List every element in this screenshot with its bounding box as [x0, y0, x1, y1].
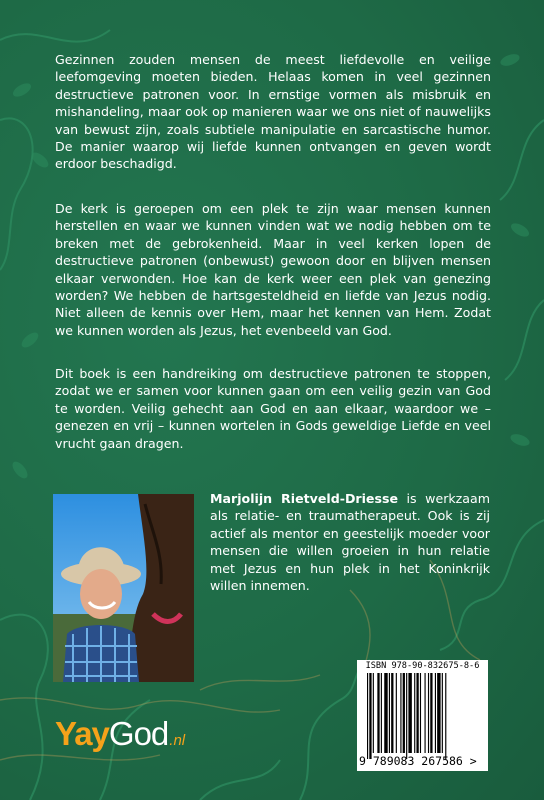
author-photo — [53, 494, 194, 682]
book-purpose-paragraph: Dit boek is een handreiking om destructieve patronen te stoppen, zodat we er samen voor kunnen gaan om een veilig gezin van God te worden. Veilig gehecht aan God en aan elkaar, waardoor we – genezen en vrij – kunnen wortelen in Gods geweldige Liefde en veel vrucht gaan dragen. — [55, 366, 491, 451]
isbn-label: ISBN 978-90-832675-8-6 — [365, 661, 480, 671]
author-bio — [210, 490, 490, 594]
church-paragraph: De kerk is geroepen om een plek te zijn waar mensen kunnen herstellen en waar we kunnen vinden wat we nodig hebben om te breken met de gebrokenheid. Maar in veel kerken lopen de destructieve patronen (onbewust) gewoon door en blijven mensen elkaar verwonden. Hoe kan de kerk weer een plek van genezing worden? We hebben de hartsgesteldheid en liefde van Jezus nodig. Niet alleen de kennis over Hem, maar het kennen van Hem. Zodat we kunnen worden als Jezus, het evenbeeld van God. — [55, 201, 491, 338]
logo-nl: .nl — [169, 732, 186, 749]
barcode-digits: 9 789083 267586 > — [359, 754, 477, 768]
intro-paragraph: Gezinnen zouden mensen de meest liefdevolle en veilige leefomgeving moeten bieden. Helaas komen in veel gezinnen destructieve patronen voor. In ernstige vormen als misbruik en mishandeling, maar ook op manieren waar we ons niet of nauwelijks van bewust zijn, zoals subtiele manipulatie en sarcastische humor. De manier waarop wij liefde kunnen ontvangen en geven wordt erdoor beschadigd. — [55, 52, 491, 172]
author-bio-text: is werkzaam als relatie- en traumatherapeut. Ook is zij actief als mentor en geestelijk moeder voor mensen die willen groeien in hun relatie met Jezus en hun plek in het Koninkrijk willen innemen. — [210, 491, 490, 594]
isbn-barcode — [357, 660, 488, 771]
logo-yay: Yay — [55, 715, 109, 752]
logo-god: God — [108, 715, 169, 752]
author-name: Marjolijn Rietveld-Driesse — [210, 491, 398, 506]
publisher-logo — [55, 714, 185, 754]
